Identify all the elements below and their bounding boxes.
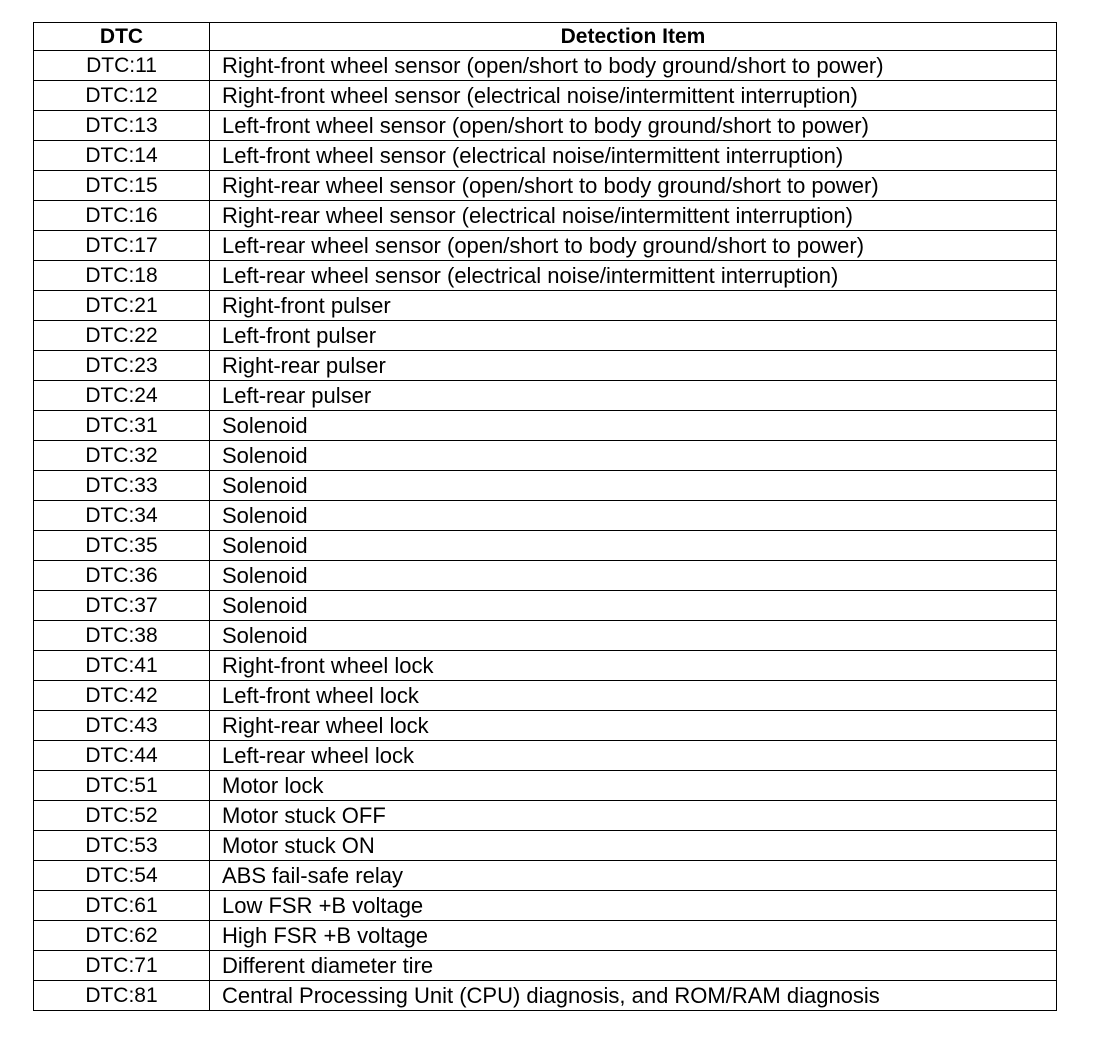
table-row [34, 531, 1057, 561]
detection-item-cell: Motor stuck OFF [210, 801, 1057, 831]
detection-item-cell: Solenoid [210, 561, 1057, 591]
table-row [34, 441, 1057, 471]
dtc-code-cell: DTC:51 [34, 771, 210, 801]
table-row [34, 381, 1057, 411]
table-row [34, 51, 1057, 81]
dtc-code-cell: DTC:16 [34, 201, 210, 231]
table-row [34, 771, 1057, 801]
detection-item-cell: Solenoid [210, 411, 1057, 441]
table-row [34, 171, 1057, 201]
table-row [34, 201, 1057, 231]
dtc-code-cell: DTC:15 [34, 171, 210, 201]
dtc-code-cell: DTC:35 [34, 531, 210, 561]
dtc-code-cell: DTC:14 [34, 141, 210, 171]
detection-item-cell: Left-rear wheel sensor (open/short to body ground/short to power) [210, 231, 1057, 261]
table-row [34, 741, 1057, 771]
dtc-code-cell: DTC:17 [34, 231, 210, 261]
dtc-code-cell: DTC:23 [34, 351, 210, 381]
table-row [34, 321, 1057, 351]
table-row [34, 651, 1057, 681]
table-row [34, 291, 1057, 321]
detection-item-cell: Left-front pulser [210, 321, 1057, 351]
dtc-code-cell: DTC:38 [34, 621, 210, 651]
table-row [34, 921, 1057, 951]
detection-item-cell: Right-rear wheel sensor (open/short to body ground/short to power) [210, 171, 1057, 201]
table-row [34, 561, 1057, 591]
detection-item-cell: Right-front wheel lock [210, 651, 1057, 681]
dtc-code-cell: DTC:31 [34, 411, 210, 441]
detection-item-cell: Right-rear pulser [210, 351, 1057, 381]
detection-item-cell: Right-front pulser [210, 291, 1057, 321]
dtc-code-cell: DTC:36 [34, 561, 210, 591]
dtc-code-cell: DTC:44 [34, 741, 210, 771]
detection-item-cell: Solenoid [210, 471, 1057, 501]
table-row [34, 111, 1057, 141]
dtc-code-cell: DTC:52 [34, 801, 210, 831]
table-row [34, 591, 1057, 621]
table-row [34, 981, 1057, 1011]
detection-item-cell: Solenoid [210, 531, 1057, 561]
detection-item-cell: Motor stuck ON [210, 831, 1057, 861]
detection-item-cell: Right-front wheel sensor (open/short to body ground/short to power) [210, 51, 1057, 81]
dtc-code-cell: DTC:54 [34, 861, 210, 891]
header-row [34, 23, 1057, 51]
dtc-table-container [33, 22, 1056, 1011]
table-row [34, 81, 1057, 111]
dtc-code-cell: DTC:24 [34, 381, 210, 411]
detection-item-cell: Solenoid [210, 591, 1057, 621]
detection-item-cell: Different diameter tire [210, 951, 1057, 981]
dtc-code-cell: DTC:41 [34, 651, 210, 681]
detection-item-cell: Left-rear pulser [210, 381, 1057, 411]
table-row [34, 141, 1057, 171]
dtc-code-cell: DTC:34 [34, 501, 210, 531]
dtc-code-cell: DTC:62 [34, 921, 210, 951]
dtc-code-cell: DTC:37 [34, 591, 210, 621]
dtc-code-cell: DTC:33 [34, 471, 210, 501]
detection-item-cell: Left-front wheel sensor (electrical noise/intermittent interruption) [210, 141, 1057, 171]
dtc-code-cell: DTC:32 [34, 441, 210, 471]
dtc-code-cell: DTC:71 [34, 951, 210, 981]
detection-item-cell: Solenoid [210, 441, 1057, 471]
table-row [34, 891, 1057, 921]
detection-item-cell: Low FSR +B voltage [210, 891, 1057, 921]
table-row [34, 831, 1057, 861]
detection-item-cell: Left-rear wheel sensor (electrical noise/intermittent interruption) [210, 261, 1057, 291]
detection-item-cell: High FSR +B voltage [210, 921, 1057, 951]
dtc-code-cell: DTC:11 [34, 51, 210, 81]
detection-item-cell: Solenoid [210, 501, 1057, 531]
table-row [34, 951, 1057, 981]
table-row [34, 261, 1057, 291]
table-row [34, 711, 1057, 741]
dtc-code-cell: DTC:13 [34, 111, 210, 141]
table-row [34, 861, 1057, 891]
table-row [34, 801, 1057, 831]
detection-item-cell: Right-rear wheel lock [210, 711, 1057, 741]
dtc-code-cell: DTC:22 [34, 321, 210, 351]
dtc-code-cell: DTC:53 [34, 831, 210, 861]
table-row [34, 231, 1057, 261]
header-dtc: DTC [34, 23, 210, 51]
dtc-code-cell: DTC:21 [34, 291, 210, 321]
dtc-code-cell: DTC:42 [34, 681, 210, 711]
table-row [34, 681, 1057, 711]
table-row [34, 411, 1057, 441]
detection-item-cell: Left-front wheel lock [210, 681, 1057, 711]
dtc-code-cell: DTC:81 [34, 981, 210, 1011]
dtc-code-cell: DTC:61 [34, 891, 210, 921]
dtc-code-cell: DTC:43 [34, 711, 210, 741]
dtc-table [33, 22, 1057, 1011]
table-row [34, 621, 1057, 651]
detection-item-cell: Motor lock [210, 771, 1057, 801]
table-row [34, 501, 1057, 531]
detection-item-cell: Right-rear wheel sensor (electrical noise/intermittent interruption) [210, 201, 1057, 231]
table-row [34, 471, 1057, 501]
detection-item-cell: Left-front wheel sensor (open/short to body ground/short to power) [210, 111, 1057, 141]
header-detection-item: Detection Item [210, 23, 1057, 51]
detection-item-cell: Central Processing Unit (CPU) diagnosis, and ROM/RAM diagnosis [210, 981, 1057, 1011]
detection-item-cell: ABS fail-safe relay [210, 861, 1057, 891]
table-header [34, 23, 1057, 51]
detection-item-cell: Solenoid [210, 621, 1057, 651]
dtc-code-cell: DTC:18 [34, 261, 210, 291]
dtc-code-cell: DTC:12 [34, 81, 210, 111]
table-body [34, 51, 1057, 1011]
detection-item-cell: Left-rear wheel lock [210, 741, 1057, 771]
table-row [34, 351, 1057, 381]
detection-item-cell: Right-front wheel sensor (electrical noise/intermittent interruption) [210, 81, 1057, 111]
